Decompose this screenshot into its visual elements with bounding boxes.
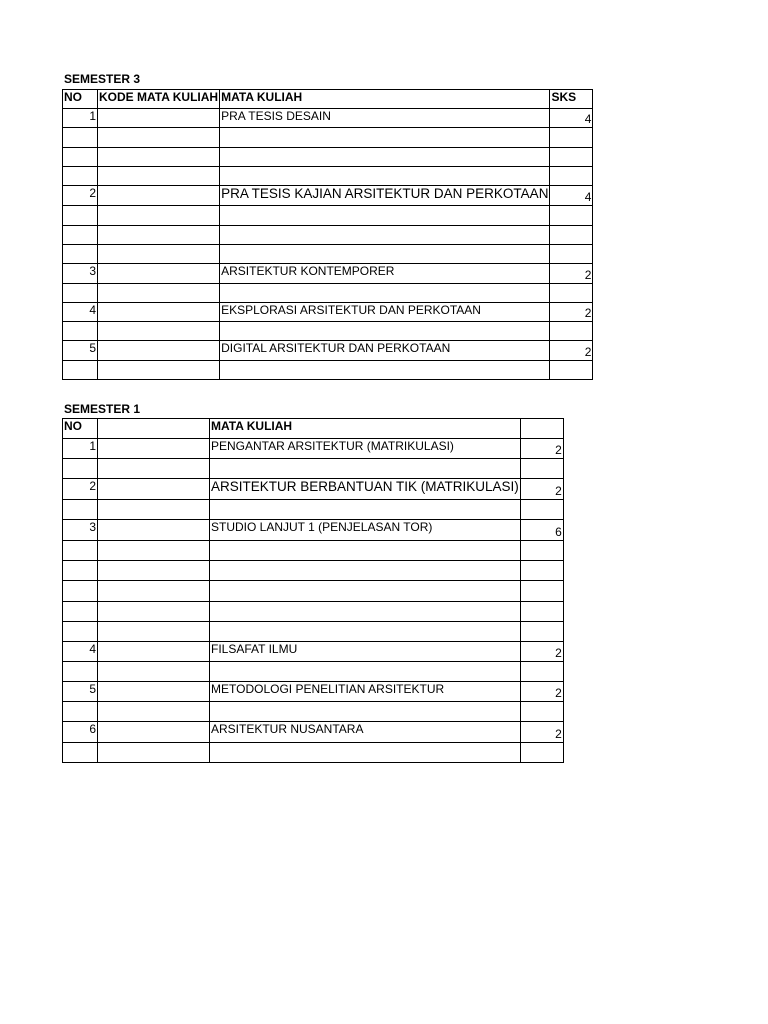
no-cell — [63, 622, 98, 642]
header-kode: KODE MATA KULIAH — [98, 90, 220, 109]
mata-kuliah-cell — [220, 361, 550, 380]
table-row — [63, 459, 564, 479]
semester-3-title: SEMESTER 3 — [64, 72, 141, 86]
kode-cell — [98, 303, 220, 322]
no-cell: 6 — [63, 722, 98, 743]
sks-cell — [520, 459, 563, 479]
sks-cell — [520, 561, 563, 581]
sks-cell: 2 — [520, 682, 563, 702]
mata-kuliah-cell: DIGITAL ARSITEKTUR DAN PERKOTAAN — [220, 341, 550, 361]
header-no: NO — [63, 90, 98, 109]
mata-kuliah-cell: EKSPLORASI ARSITEKTUR DAN PERKOTAAN — [220, 303, 550, 322]
sks-cell — [550, 167, 593, 186]
sks-cell: 2 — [550, 303, 593, 322]
sks-cell — [550, 226, 593, 245]
table-row — [63, 109, 593, 128]
kode-cell — [98, 206, 220, 226]
mata-kuliah-cell — [220, 226, 550, 245]
table-row — [63, 682, 564, 702]
kode-cell — [98, 602, 210, 622]
mata-kuliah-cell — [210, 702, 521, 722]
table-row — [63, 284, 593, 303]
sks-cell — [550, 322, 593, 341]
no-cell — [63, 459, 98, 479]
header-kode — [98, 419, 210, 439]
no-cell — [63, 581, 98, 602]
kode-cell — [98, 520, 210, 541]
no-cell — [63, 206, 98, 226]
sks-cell — [520, 702, 563, 722]
kode-cell — [98, 662, 210, 682]
sks-cell — [550, 148, 593, 167]
sks-cell — [550, 284, 593, 303]
sks-cell — [550, 206, 593, 226]
header-mata-kuliah: MATA KULIAH — [210, 419, 521, 439]
table-row — [63, 541, 564, 561]
mata-kuliah-cell — [220, 322, 550, 341]
no-cell: 1 — [63, 109, 98, 128]
mata-kuliah-cell: ARSITEKTUR KONTEMPORER — [220, 264, 550, 284]
no-cell — [63, 148, 98, 167]
sks-cell — [550, 245, 593, 264]
table-row — [63, 743, 564, 763]
no-cell — [63, 167, 98, 186]
mata-kuliah-cell: FILSAFAT ILMU — [210, 642, 521, 662]
table-row — [63, 361, 593, 380]
sks-cell: 2 — [520, 642, 563, 662]
mata-kuliah-cell — [210, 622, 521, 642]
kode-cell — [98, 581, 210, 602]
no-cell — [63, 743, 98, 763]
mata-kuliah-cell — [210, 743, 521, 763]
no-cell: 2 — [63, 186, 98, 206]
sks-cell — [550, 361, 593, 380]
table-row — [63, 561, 564, 581]
table-header-row — [63, 419, 564, 439]
kode-cell — [98, 642, 210, 662]
table-row — [63, 322, 593, 341]
kode-cell — [98, 226, 220, 245]
mata-kuliah-cell — [210, 500, 521, 520]
sks-cell: 2 — [550, 341, 593, 361]
sks-cell — [520, 602, 563, 622]
kode-cell — [98, 500, 210, 520]
table-header-row — [63, 90, 593, 109]
no-cell — [63, 322, 98, 341]
mata-kuliah-cell — [210, 561, 521, 581]
header-mata-kuliah: MATA KULIAH — [220, 90, 550, 109]
no-cell — [63, 245, 98, 264]
no-cell — [63, 702, 98, 722]
kode-cell — [98, 322, 220, 341]
sks-cell: 2 — [520, 722, 563, 743]
kode-cell — [98, 682, 210, 702]
kode-cell — [98, 245, 220, 264]
table-row — [63, 722, 564, 743]
table-row — [63, 128, 593, 148]
kode-cell — [98, 541, 210, 561]
mata-kuliah-cell — [210, 662, 521, 682]
kode-cell — [98, 459, 210, 479]
kode-cell — [98, 109, 220, 128]
no-cell: 3 — [63, 264, 98, 284]
no-cell: 5 — [63, 682, 98, 702]
sks-cell — [550, 128, 593, 148]
table-row — [63, 642, 564, 662]
mata-kuliah-cell — [210, 459, 521, 479]
table-row — [63, 167, 593, 186]
kode-cell — [98, 722, 210, 743]
no-cell — [63, 500, 98, 520]
kode-cell — [98, 702, 210, 722]
mata-kuliah-cell — [210, 581, 521, 602]
kode-cell — [98, 148, 220, 167]
table-row — [63, 206, 593, 226]
sks-cell — [520, 743, 563, 763]
mata-kuliah-cell — [220, 128, 550, 148]
table-row — [63, 581, 564, 602]
table-row — [63, 439, 564, 459]
mata-kuliah-cell: PRA TESIS KAJIAN ARSITEKTUR DAN PERKOTAAN — [220, 186, 550, 206]
no-cell: 5 — [63, 341, 98, 361]
header-sks: SKS — [550, 90, 593, 109]
table-row — [63, 186, 593, 206]
sks-cell — [520, 541, 563, 561]
kode-cell — [98, 341, 220, 361]
table-row — [63, 226, 593, 245]
sks-cell — [520, 622, 563, 642]
sks-cell: 4 — [550, 186, 593, 206]
mata-kuliah-cell: STUDIO LANJUT 1 (PENJELASAN TOR) — [210, 520, 521, 541]
no-cell — [63, 541, 98, 561]
table-row — [63, 148, 593, 167]
mata-kuliah-cell — [220, 167, 550, 186]
semester-1-title: SEMESTER 1 — [64, 402, 141, 416]
sks-cell: 2 — [520, 479, 563, 500]
header-no: NO — [63, 419, 98, 439]
table-row — [63, 520, 564, 541]
table-row — [63, 662, 564, 682]
sks-cell — [520, 581, 563, 602]
mata-kuliah-cell: ARSITEKTUR NUSANTARA — [210, 722, 521, 743]
no-cell: 2 — [63, 479, 98, 500]
semester-3-table — [62, 89, 593, 380]
sks-cell: 2 — [520, 439, 563, 459]
table-row — [63, 245, 593, 264]
sks-cell: 4 — [550, 109, 593, 128]
mata-kuliah-cell — [210, 541, 521, 561]
no-cell: 3 — [63, 520, 98, 541]
table-row — [63, 264, 593, 284]
no-cell: 4 — [63, 642, 98, 662]
mata-kuliah-cell — [220, 284, 550, 303]
table-row — [63, 303, 593, 322]
sks-cell — [520, 662, 563, 682]
no-cell — [63, 361, 98, 380]
no-cell — [63, 128, 98, 148]
sks-cell: 2 — [550, 264, 593, 284]
sks-cell: 6 — [520, 520, 563, 541]
kode-cell — [98, 167, 220, 186]
kode-cell — [98, 284, 220, 303]
kode-cell — [98, 561, 210, 581]
table-row — [63, 479, 564, 500]
kode-cell — [98, 128, 220, 148]
mata-kuliah-cell: PENGANTAR ARSITEKTUR (MATRIKULASI) — [210, 439, 521, 459]
no-cell — [63, 662, 98, 682]
mata-kuliah-cell — [210, 602, 521, 622]
mata-kuliah-cell — [220, 245, 550, 264]
table-row — [63, 622, 564, 642]
mata-kuliah-cell — [220, 148, 550, 167]
no-cell — [63, 602, 98, 622]
kode-cell — [98, 186, 220, 206]
mata-kuliah-cell: ARSITEKTUR BERBANTUAN TIK (MATRIKULASI) — [210, 479, 521, 500]
table-row — [63, 341, 593, 361]
mata-kuliah-cell: METODOLOGI PENELITIAN ARSITEKTUR — [210, 682, 521, 702]
no-cell — [63, 284, 98, 303]
semester-1-table — [62, 418, 564, 763]
table-row — [63, 500, 564, 520]
kode-cell — [98, 439, 210, 459]
table-row — [63, 702, 564, 722]
kode-cell — [98, 622, 210, 642]
no-cell — [63, 226, 98, 245]
table-row — [63, 602, 564, 622]
header-sks — [520, 419, 563, 439]
mata-kuliah-cell: PRA TESIS DESAIN — [220, 109, 550, 128]
mata-kuliah-cell — [220, 206, 550, 226]
sks-cell — [520, 500, 563, 520]
kode-cell — [98, 479, 210, 500]
kode-cell — [98, 361, 220, 380]
kode-cell — [98, 264, 220, 284]
no-cell: 1 — [63, 439, 98, 459]
no-cell — [63, 561, 98, 581]
kode-cell — [98, 743, 210, 763]
no-cell: 4 — [63, 303, 98, 322]
